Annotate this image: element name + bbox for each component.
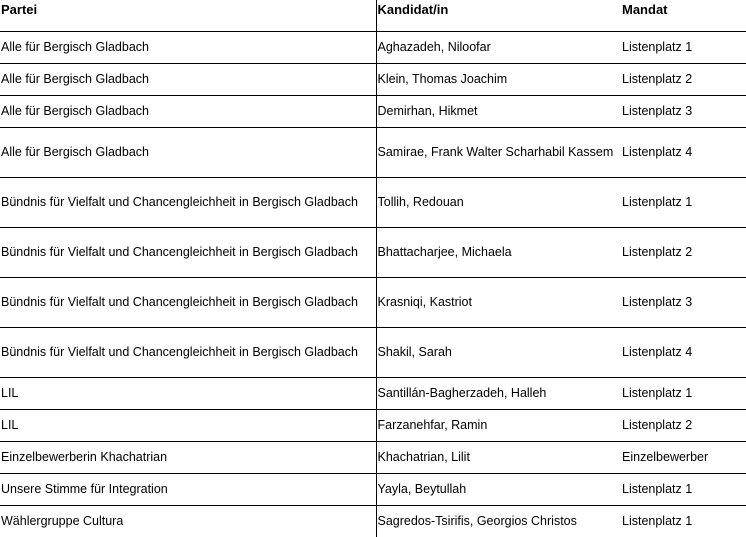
cell-mandat: Listenplatz 1 (621, 178, 746, 228)
cell-partei: LIL (0, 410, 376, 442)
table-row (0, 442, 746, 474)
cell-partei: LIL (0, 378, 376, 410)
cell-mandat: Listenplatz 4 (621, 328, 746, 378)
cell-mandat: Listenplatz 2 (621, 228, 746, 278)
cell-kandidat: Farzanehfar, Ramin (376, 410, 621, 442)
cell-partei: Alle für Bergisch Gladbach (0, 32, 376, 64)
cell-kandidat: Yayla, Beytullah (376, 474, 621, 506)
cell-partei: Einzelbewerberin Khachatrian (0, 442, 376, 474)
table-row (0, 378, 746, 410)
cell-partei: Unsere Stimme für Integration (0, 474, 376, 506)
cell-kandidat: Demirhan, Hikmet (376, 96, 621, 128)
cell-kandidat: Klein, Thomas Joachim (376, 64, 621, 96)
cell-mandat: Listenplatz 2 (621, 410, 746, 442)
cell-mandat: Listenplatz 1 (621, 32, 746, 64)
table-row (0, 64, 746, 96)
cell-mandat: Listenplatz 4 (621, 128, 746, 178)
cell-kandidat: Samirae, Frank Walter Scharhabil Kassem (376, 128, 621, 178)
table-row (0, 32, 746, 64)
table-row (0, 410, 746, 442)
cell-kandidat: Santillán-Bagherzadeh, Halleh (376, 378, 621, 410)
cell-kandidat: Sagredos-Tsirifis, Georgios Christos (376, 506, 621, 537)
cell-kandidat: Khachatrian, Lilit (376, 442, 621, 474)
cell-kandidat: Shakil, Sarah (376, 328, 621, 378)
table-row (0, 328, 746, 378)
cell-partei: Wählergruppe Cultura (0, 506, 376, 537)
cell-mandat: Listenplatz 2 (621, 64, 746, 96)
table-row (0, 228, 746, 278)
table-row (0, 506, 746, 537)
table-row (0, 178, 746, 228)
cell-kandidat: Tollih, Redouan (376, 178, 621, 228)
table-row (0, 128, 746, 178)
table-row (0, 96, 746, 128)
cell-kandidat: Aghazadeh, Niloofar (376, 32, 621, 64)
cell-partei: Bündnis für Vielfalt und Chancengleichheit in Bergisch Gladbach (0, 228, 376, 278)
table-row (0, 474, 746, 506)
cell-mandat: Listenplatz 1 (621, 506, 746, 537)
cell-partei: Alle für Bergisch Gladbach (0, 128, 376, 178)
header-row (0, 0, 746, 32)
cell-kandidat: Krasniqi, Kastriot (376, 278, 621, 328)
cell-partei: Bündnis für Vielfalt und Chancengleichheit in Bergisch Gladbach (0, 328, 376, 378)
cell-mandat: Einzelbewerber (621, 442, 746, 474)
cell-mandat: Listenplatz 3 (621, 278, 746, 328)
table-row (0, 278, 746, 328)
cell-partei: Alle für Bergisch Gladbach (0, 96, 376, 128)
cell-mandat: Listenplatz 1 (621, 474, 746, 506)
header-partei: Partei (0, 0, 376, 32)
cell-partei: Bündnis für Vielfalt und Chancengleichheit in Bergisch Gladbach (0, 278, 376, 328)
cell-mandat: Listenplatz 1 (621, 378, 746, 410)
header-kandidat: Kandidat/in (376, 0, 621, 32)
cell-mandat: Listenplatz 3 (621, 96, 746, 128)
cell-partei: Alle für Bergisch Gladbach (0, 64, 376, 96)
cell-kandidat: Bhattacharjee, Michaela (376, 228, 621, 278)
header-mandat: Mandat (621, 0, 746, 32)
cell-partei: Bündnis für Vielfalt und Chancengleichheit in Bergisch Gladbach (0, 178, 376, 228)
